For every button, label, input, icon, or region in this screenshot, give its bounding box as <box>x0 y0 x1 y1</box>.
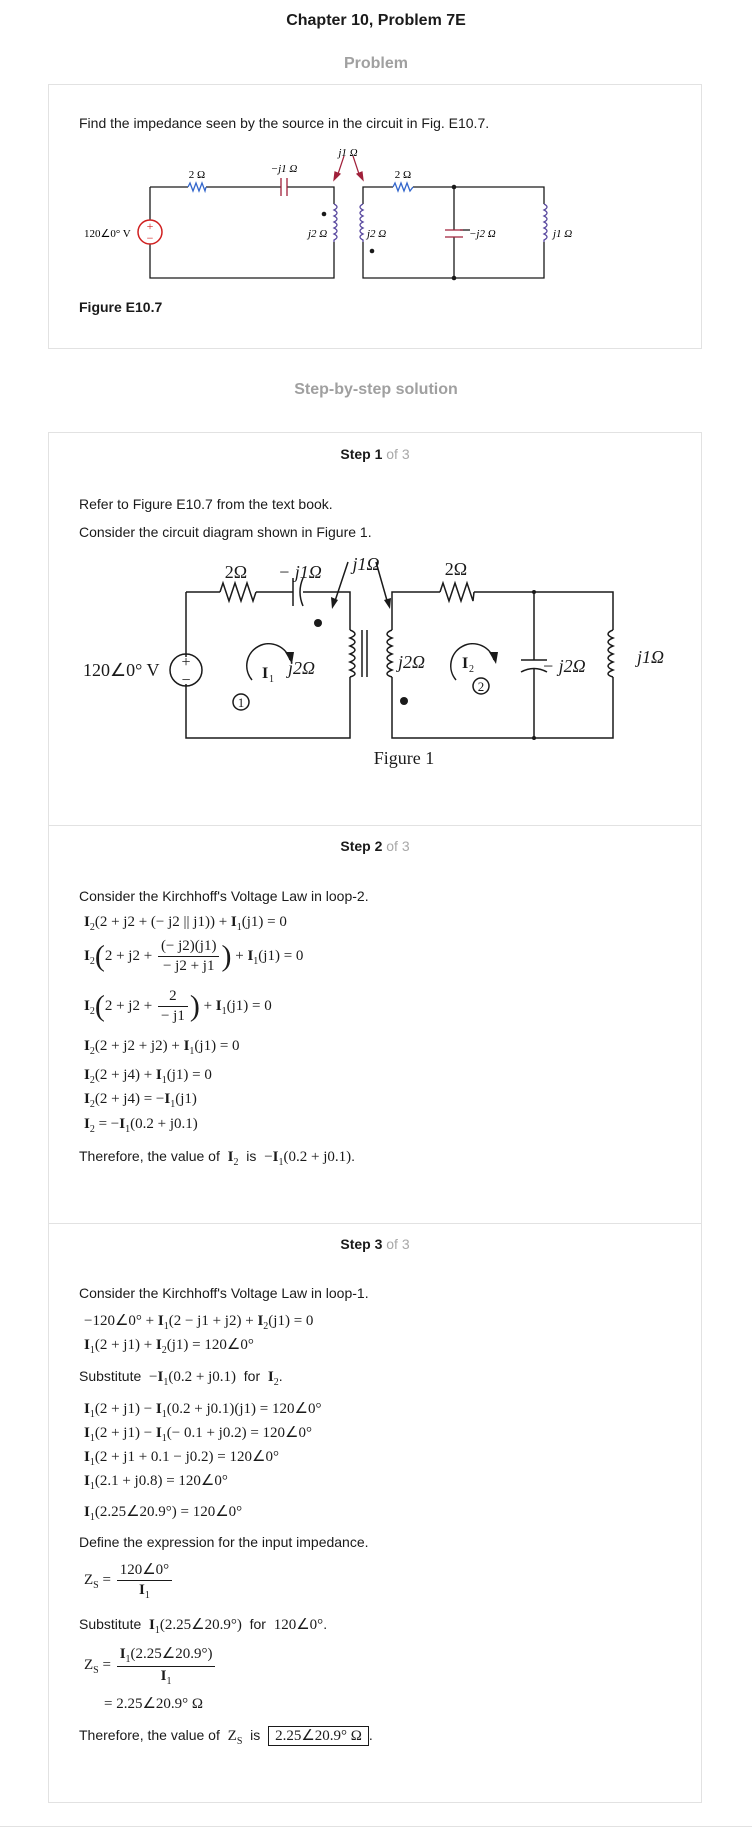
loop2-current-sub: 2 <box>469 664 474 675</box>
final-answer: 2.25∠20.9° Ω <box>268 1726 369 1746</box>
step2-eq1: $I_2(2 + j2$ + (− j2 || $j1)) + I_1(j1) = 0$ <box>84 914 287 933</box>
step2-eq7: $I_2 = -I_1(0.2 + j0.1)$ <box>84 1116 198 1135</box>
loop2-num-text: 2 <box>477 679 485 694</box>
inductor-left <box>350 630 355 677</box>
step2-eq2: $I_2(2 + j2$ + $\frac{(- j2)(j1)}{- j2 + j1}$ ) + $I_1(j1) = 0$ <box>84 938 304 974</box>
step2-eq4: $I_2(2 + j2 + j2) + I_1(j1) = 0$ <box>84 1038 240 1057</box>
step3-intro: Consider the Kirchhoff's Voltage Law in loop-1. <box>79 1285 369 1301</box>
step3-eq6: $I_1(2.1 + j0.8)$ = 120∠0° <box>84 1473 228 1492</box>
resistor-2ohm-left <box>220 583 256 601</box>
label-cap2: −j2 Ω <box>469 228 496 240</box>
label-ind-left: j2Ω <box>288 658 316 678</box>
figure-1-caption: Figure 1 <box>373 748 435 768</box>
step2-conclusion: Therefore, the value of $I_2$ is $-I_1(0.2 + j0.1)$. <box>79 1148 356 1168</box>
step2-intro: Consider the Kirchhoff's Voltage Law in loop-2. <box>79 888 369 904</box>
inductor-load <box>544 204 547 242</box>
step-1-header <box>48 446 702 462</box>
step-divider <box>48 1223 702 1224</box>
step2-eq5: $I_2(2 + j4) + I_1(j1) = 0$ <box>84 1067 212 1086</box>
capacitor-shunt <box>445 230 463 237</box>
page-title: Chapter 10, Problem 7E <box>286 12 466 29</box>
label-cap: −j1 Ω <box>270 163 298 175</box>
dot-left <box>322 212 327 217</box>
step1-text2: Consider the circuit diagram shown in Figure 1. <box>79 524 372 540</box>
label-mutual: j1 Ω <box>338 147 358 159</box>
loop2-current: I <box>462 655 469 672</box>
label-cap2: − j2Ω <box>542 656 586 676</box>
inductor-left <box>334 204 337 242</box>
page-bottom-border <box>0 1826 752 1827</box>
step-label: Step 2 <box>340 838 383 854</box>
step3-z-definition: $Z_S$ = $\frac{120\angle 0^\circ}{I_1}$ <box>84 1560 174 1601</box>
step3-define-text: Define the expression for the input impedance. <box>79 1534 369 1550</box>
step2-eq3: $I_2(2 + j2$ + $\frac{2}{- j1}$ ) + $I_1(j1) = 0$ <box>84 988 272 1024</box>
label-ind-left: j2 Ω <box>308 228 328 240</box>
loop1-current: I <box>262 665 269 682</box>
problem-heading: Problem <box>343 55 408 72</box>
step-label: Step 3 <box>340 1236 383 1252</box>
step-label: Step 1 <box>340 446 383 462</box>
step3-eq3: $I_1(2 + j1) - I_1(0.2 + j0.1)(j1)$ = 120∠0° <box>84 1401 322 1420</box>
label-source: 120∠0° V <box>84 228 131 240</box>
node-top <box>532 590 536 594</box>
label-cap: − j1Ω <box>278 562 322 582</box>
resistor-2ohm-left <box>188 183 206 191</box>
step-of: of 3 <box>386 1236 410 1252</box>
inductor-right <box>387 630 392 677</box>
dot-left <box>314 619 322 627</box>
step3-eq2: $I_1(2 + j1) + I_2(j1)$ = 120∠0° <box>84 1337 254 1356</box>
step-3-header <box>48 1236 702 1252</box>
step3-eq1: −120∠0° + $I_1(2 - j1 + j2) + I_2(j1) = 0$ <box>84 1313 314 1332</box>
step3-conclusion: Therefore, the value of $Z_S$ is 2.25∠20.9° Ω . <box>79 1727 373 1747</box>
resistor-2ohm-right <box>393 183 413 191</box>
label-ind-right: j2 Ω <box>367 228 387 240</box>
capacitor-series <box>281 178 287 196</box>
label-r1: 2Ω <box>224 562 248 582</box>
step3-eq5: $I_1(2 + j1 + 0.1 - j0.2)$ = 120∠0° <box>84 1449 279 1468</box>
step3-eq4: $I_1(2 + j1) - I_1(- 0.1 + j0.2)$ = 120∠0° <box>84 1425 312 1444</box>
dot-right <box>370 249 375 254</box>
label-r2: 2Ω <box>444 559 468 579</box>
label-r1: 2 Ω <box>188 169 206 181</box>
label-source: 120∠0° V <box>83 660 160 680</box>
loop1-num-text: 1 <box>237 695 245 710</box>
step3-eq7: $I_1(2.25\angle 20.9^\circ)$ = 120∠0° <box>84 1504 243 1523</box>
resistor-2ohm-right <box>440 583 474 601</box>
loop1-current-sub: 1 <box>269 674 274 685</box>
label-ind-right: j2Ω <box>398 652 426 672</box>
inductor-right <box>360 204 363 242</box>
node-top <box>452 185 457 190</box>
svg-text:−: − <box>146 231 154 245</box>
inductor-load <box>608 630 613 677</box>
label-r2: 2 Ω <box>394 169 412 181</box>
node-bottom <box>452 276 457 281</box>
label-ind-load: j1Ω <box>637 647 665 667</box>
solution-heading: Step-by-step solution <box>294 381 458 398</box>
step3-substitute-2: Substitute $I_1(2.25\angle 20.9^\circ)$ for 120∠0°. <box>79 1616 328 1636</box>
problem-text: Find the impedance seen by the source in the circuit in Fig. E10.7. <box>79 115 490 131</box>
svg-text:+: + <box>146 219 154 233</box>
step3-z-substituted: $Z_S$ = $\frac{I_1(2.25\angle 20.9^\circ)}{I_1}$ <box>84 1644 217 1687</box>
figure-caption: Figure E10.7 <box>79 299 163 315</box>
node-bottom <box>532 736 536 740</box>
step2-eq6: $I_2(2 + j4) = -I_1(j1)$ <box>84 1091 197 1110</box>
label-mutual: j1Ω <box>352 554 380 574</box>
step-divider <box>48 825 702 826</box>
step3-z-result: = 2.25∠20.9° Ω <box>104 1696 204 1712</box>
step1-text1: Refer to Figure E10.7 from the text book. <box>79 496 333 512</box>
step-of: of 3 <box>386 446 410 462</box>
dot-right <box>400 697 408 705</box>
step-2-header <box>48 838 702 854</box>
source-minus: − <box>181 672 191 689</box>
figure-1 <box>78 552 678 774</box>
label-ind-load: j1 Ω <box>553 228 573 240</box>
step-of: of 3 <box>386 838 410 854</box>
step3-substitute-1: Substitute $-I_1(0.2 + j0.1)$ for $I_2$. <box>79 1368 283 1388</box>
figure-e10-7 <box>78 142 588 287</box>
source-plus: + <box>181 654 191 671</box>
